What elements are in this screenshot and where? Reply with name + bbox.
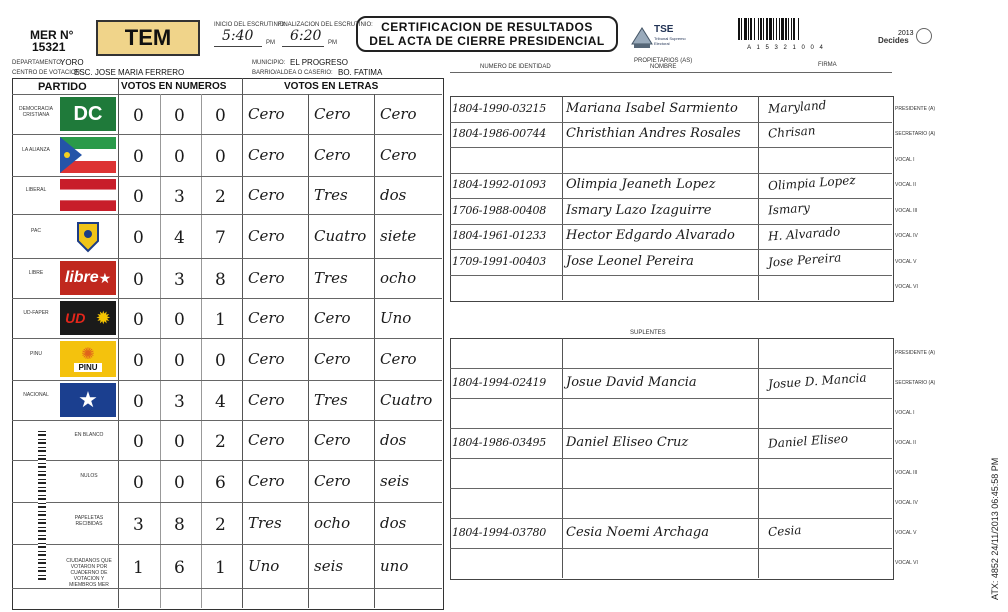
vote-word: Cero xyxy=(314,105,351,123)
party-logo xyxy=(60,97,116,131)
pinu-logo-text: PINU xyxy=(74,363,101,372)
vote-digit: 0 xyxy=(174,432,185,452)
member-role: VOCAL II xyxy=(895,182,916,189)
tem-box xyxy=(96,20,200,56)
vote-digit: 0 xyxy=(133,228,144,248)
vote-digit: 0 xyxy=(174,310,185,330)
alianza-flag-icon xyxy=(60,137,116,173)
vote-digit: 8 xyxy=(215,270,226,290)
vline-letras-2 xyxy=(374,94,375,608)
vote-digit: 1 xyxy=(215,310,226,330)
vote-word: Cero xyxy=(248,186,285,204)
vote-digit: 0 xyxy=(174,351,185,371)
mer-label: MER N° xyxy=(30,28,74,42)
vote-digit: 0 xyxy=(133,351,144,371)
vote-digit: 3 xyxy=(133,515,144,535)
vote-word: Uno xyxy=(380,309,412,327)
votes-row-label: PAPELETAS RECIBIDAS xyxy=(74,515,104,527)
vote-digit: 0 xyxy=(174,147,185,167)
barrio-label: BARRIO/ALDEA O CASERIO: xyxy=(252,70,333,76)
vote-word: Uno xyxy=(248,557,280,575)
centro-value: ESC. JOSE MARIA FERRERO xyxy=(74,68,185,77)
vote-digit: 2 xyxy=(215,432,226,452)
vote-word: Cero xyxy=(314,472,351,490)
members-row-line xyxy=(450,368,892,369)
member-name: Christhian Andres Rosales xyxy=(566,126,741,142)
vote-digit: 3 xyxy=(174,270,185,290)
vote-word: Cero xyxy=(380,350,417,368)
member-name: Olimpia Jeaneth Lopez xyxy=(566,177,716,193)
party-logo: ✺ PINU xyxy=(60,341,116,377)
member-name: Mariana Isabel Sarmiento xyxy=(566,100,738,116)
tse-logo xyxy=(628,22,684,52)
vote-word: Cero xyxy=(248,146,285,164)
party-logo xyxy=(60,217,116,255)
vote-word: Cero xyxy=(248,105,285,123)
party-logo: UD ✹ xyxy=(60,301,116,335)
vote-word: Cuatro xyxy=(314,227,367,245)
member-role: VOCAL VI xyxy=(895,284,918,291)
pm-label-2: PM xyxy=(328,40,337,46)
vote-digit: 0 xyxy=(133,106,144,126)
barrio-value: BO. FATIMA xyxy=(338,68,383,77)
vote-digit: 1 xyxy=(215,558,226,578)
vote-digit: 6 xyxy=(215,473,226,493)
votes-row-label: UD-FAPER xyxy=(23,310,49,316)
member-role: SECRETARIO (A) xyxy=(895,131,936,138)
member-name: Josue David Mancia xyxy=(566,375,697,390)
vote-word: siete xyxy=(380,227,417,245)
member-role: VOCAL III xyxy=(895,470,918,476)
tem-label: TEM xyxy=(124,25,172,50)
votes-row-line xyxy=(12,502,442,503)
vote-word: Cero xyxy=(248,227,285,245)
vote-digit: 0 xyxy=(133,432,144,452)
end-time: 6:20 xyxy=(290,28,322,44)
votes-row-label: EN BLANCO xyxy=(74,432,104,438)
member-signature: Olimpia Lopez xyxy=(767,173,857,194)
member-id: 1804-1986-00744 xyxy=(452,127,546,141)
members-row-line xyxy=(450,249,892,250)
votes-row-label: NACIONAL xyxy=(23,392,49,398)
member-id: 1804-1986-03495 xyxy=(452,436,546,449)
votes-row-line xyxy=(12,176,442,177)
vline-num-2 xyxy=(201,94,202,608)
member-signature: Chrisan xyxy=(767,123,816,141)
member-role: VOCAL V xyxy=(895,258,917,265)
vote-digit: 3 xyxy=(174,392,185,412)
vote-word: seis xyxy=(314,557,344,575)
vote-word: ocho xyxy=(314,514,351,532)
members-row-line xyxy=(450,198,892,199)
vote-digit: 0 xyxy=(133,310,144,330)
member-name: Hector Edgardo Alvarado xyxy=(566,228,735,244)
party-logo: libre ★ xyxy=(60,261,116,295)
member-id: 1804-1961-01233 xyxy=(452,229,546,243)
member-role: VOCAL VI xyxy=(895,560,918,566)
votes-header-line xyxy=(12,94,442,95)
municipio-value: EL PROGRESO xyxy=(290,58,348,67)
side-barcode-icon xyxy=(38,430,46,580)
vote-word: Cero xyxy=(314,146,351,164)
vote-word: dos xyxy=(380,186,407,204)
members-row-line xyxy=(450,518,892,519)
votes-row-line xyxy=(12,420,442,421)
vote-digit: 0 xyxy=(174,473,185,493)
member-name: Ismary Lazo Izaguirre xyxy=(566,202,712,218)
vote-digit: 7 xyxy=(215,228,226,248)
inicio-label: INICIO DEL ESCRUTINIO: xyxy=(214,22,286,28)
member-role: VOCAL II xyxy=(895,440,916,446)
member-role: VOCAL IV xyxy=(895,233,918,240)
vote-digit: 0 xyxy=(174,106,185,126)
barcode-icon xyxy=(738,18,834,40)
pm-label-1: PM xyxy=(266,40,275,46)
vote-word: Cero xyxy=(248,391,285,409)
vote-word: ocho xyxy=(380,269,417,287)
vote-word: Tres xyxy=(314,391,348,409)
member-signature: H. Alvarado xyxy=(767,224,841,244)
vote-word: Cero xyxy=(248,269,285,287)
vote-digit: 0 xyxy=(215,106,226,126)
vote-word: Cero xyxy=(248,431,285,449)
vote-word: Cero xyxy=(314,309,351,327)
vote-word: seis xyxy=(380,472,410,490)
vote-word: Tres xyxy=(248,514,282,532)
pac-shield-icon xyxy=(60,217,116,255)
brand-name: Decides xyxy=(878,36,909,45)
col-letras-header: VOTOS EN LETRAS xyxy=(284,81,379,92)
vote-word: Cuatro xyxy=(380,391,433,409)
title-line-1: CERTIFICACION DE RESULTADOS xyxy=(381,20,593,34)
votes-row-line xyxy=(12,338,442,339)
side-stamp: ATX: 4852 24/11/2013 06:45:58 PM xyxy=(990,457,1000,600)
vote-word: Tres xyxy=(314,186,348,204)
member-role: VOCAL III xyxy=(895,207,918,214)
liberal-flag-icon xyxy=(60,179,116,211)
centro-label: CENTRO DE VOTACION: xyxy=(12,70,82,76)
vote-word: dos xyxy=(380,514,407,532)
votes-row-label: CIUDADANOS QUE VOTARON POR CUADERNO DE VOTACION Y MIEMBROS MER xyxy=(66,558,112,588)
members-row-line xyxy=(450,147,892,148)
votes-row-label: PAC xyxy=(31,228,41,234)
vline-letras-1 xyxy=(308,94,309,608)
vote-word: Cero xyxy=(314,431,351,449)
tse-text: TSE xyxy=(654,24,674,35)
member-name: Cesia Noemi Archaga xyxy=(566,525,709,540)
member-role: VOCAL IV xyxy=(895,500,918,506)
members-row-line xyxy=(450,224,892,225)
vline-num-1 xyxy=(160,94,161,608)
vote-digit: 0 xyxy=(215,351,226,371)
member-id: 1804-1992-01093 xyxy=(452,178,546,192)
members-row-line xyxy=(450,122,892,123)
libre-logo-text: libre xyxy=(64,269,99,286)
brand-mark-icon xyxy=(916,28,932,44)
dc-logo-text: DC xyxy=(73,102,103,125)
member-role: VOCAL V xyxy=(895,530,917,536)
vote-digit: 4 xyxy=(174,228,185,248)
votes-row-line xyxy=(12,298,442,299)
nacional-star-icon: ★ xyxy=(78,387,98,412)
vote-digit: 0 xyxy=(133,147,144,167)
vote-digit: 0 xyxy=(133,187,144,207)
member-signature: Daniel Eliseo xyxy=(767,431,849,451)
member-id: 1706-1988-00408 xyxy=(452,203,546,217)
vline-partido xyxy=(118,78,119,608)
col-nombre-header: NOMBRE xyxy=(650,64,677,70)
vote-word: Cero xyxy=(380,105,417,123)
members-row-line xyxy=(450,458,892,459)
col-numeros-header: VOTOS EN NUMEROS xyxy=(121,81,227,92)
party-logo xyxy=(60,137,116,173)
ud-logo-text: UD xyxy=(65,310,86,326)
member-name: Jose Leonel Pereira xyxy=(566,253,694,269)
members-row-line xyxy=(450,275,892,276)
propietarios-header: PROPIETARIOS (AS) xyxy=(634,58,693,64)
member-signature: Jose Pereira xyxy=(767,250,842,270)
member-id: 1804-1994-03780 xyxy=(452,526,546,539)
votes-row-label: LIBRE xyxy=(28,270,44,276)
member-name: Daniel Eliseo Cruz xyxy=(566,435,689,450)
members-row-line xyxy=(450,173,892,174)
start-time: 5:40 xyxy=(222,28,254,44)
vote-digit: 0 xyxy=(133,392,144,412)
vote-digit: 2 xyxy=(215,187,226,207)
end-time-line xyxy=(282,46,324,47)
member-role: PRESIDENTE (A) xyxy=(895,105,936,112)
votes-row-label: LA ALIANZA xyxy=(22,147,50,153)
vote-digit: 3 xyxy=(174,187,185,207)
party-logo xyxy=(60,383,116,417)
vote-word: dos xyxy=(380,431,407,449)
vote-word: uno xyxy=(380,557,409,575)
votes-row-label: NULOS xyxy=(80,473,98,479)
vote-word: Cero xyxy=(380,146,417,164)
title-box xyxy=(356,16,618,52)
start-time-line xyxy=(214,46,262,47)
vote-digit: 4 xyxy=(215,392,226,412)
vline-numeros xyxy=(242,78,243,608)
finalizacion-label: FINALIZACION DEL ESCRUTINIO: xyxy=(278,22,373,28)
barcode xyxy=(738,18,834,51)
votes-row-line xyxy=(12,134,442,135)
departamento-value: YORO xyxy=(60,58,84,67)
vote-digit: 0 xyxy=(133,270,144,290)
vote-word: Tres xyxy=(314,269,348,287)
member-role: PRESIDENTE (A) xyxy=(895,350,936,356)
member-signature: Josue D. Mancia xyxy=(767,370,867,392)
vote-digit: 8 xyxy=(174,515,185,535)
brand-year: 2013 xyxy=(898,30,914,37)
vote-digit: 0 xyxy=(133,473,144,493)
col-partido-header: PARTIDO xyxy=(38,81,87,93)
votes-row-label: PINU xyxy=(30,351,42,357)
votes-row-line xyxy=(12,544,442,545)
mer-number: 15321 xyxy=(32,40,66,54)
votes-row-line xyxy=(12,588,442,589)
member-id: 1804-1990-03215 xyxy=(452,101,546,115)
party-logo xyxy=(60,179,116,211)
vote-digit: 2 xyxy=(215,515,226,535)
vote-word: Cero xyxy=(248,472,285,490)
members-row-line xyxy=(450,488,892,489)
suplentes-header: SUPLENTES xyxy=(630,330,666,336)
col-firma-header: FIRMA xyxy=(818,62,837,68)
members-header-line xyxy=(450,72,892,73)
members-row-line xyxy=(450,428,892,429)
members-row-line xyxy=(450,548,892,549)
departamento-label: DEPARTAMENTO: xyxy=(12,60,63,66)
votes-row-line xyxy=(12,214,442,215)
barcode-text: A 1 5 3 2 1 0 0 4 xyxy=(747,45,825,51)
member-role: VOCAL I xyxy=(895,156,915,163)
vote-word: Cero xyxy=(248,350,285,368)
tse-subtitle: Tribunal Supremo Electoral xyxy=(654,36,686,46)
member-id: 1709-1991-00403 xyxy=(452,254,546,268)
vote-word: Cero xyxy=(248,309,285,327)
votes-row-line xyxy=(12,258,442,259)
vote-word: Cero xyxy=(314,350,351,368)
member-signature: Ismary xyxy=(767,200,811,218)
member-role: VOCAL I xyxy=(895,410,915,416)
votes-row-label: LIBERAL xyxy=(25,187,47,193)
votes-row-line xyxy=(12,460,442,461)
member-id: 1804-1994-02419 xyxy=(452,376,546,389)
municipio-label: MUNICIPIO: xyxy=(252,60,286,66)
member-role: SECRETARIO (A) xyxy=(895,380,936,386)
member-signature: Cesia xyxy=(767,522,802,540)
members-row-line xyxy=(450,398,892,399)
votes-row-label: DEMOCRACIA CRISTIANA xyxy=(19,106,53,118)
vote-digit: 6 xyxy=(174,558,185,578)
votes-row-line xyxy=(12,380,442,381)
member-signature: Maryland xyxy=(767,97,827,116)
vote-digit: 0 xyxy=(215,147,226,167)
col-numero-header: NUMERO DE IDENTIDAD xyxy=(480,64,551,70)
vote-digit: 1 xyxy=(133,558,144,578)
title-line-2: DEL ACTA DE CIERRE PRESIDENCIAL xyxy=(369,34,605,48)
